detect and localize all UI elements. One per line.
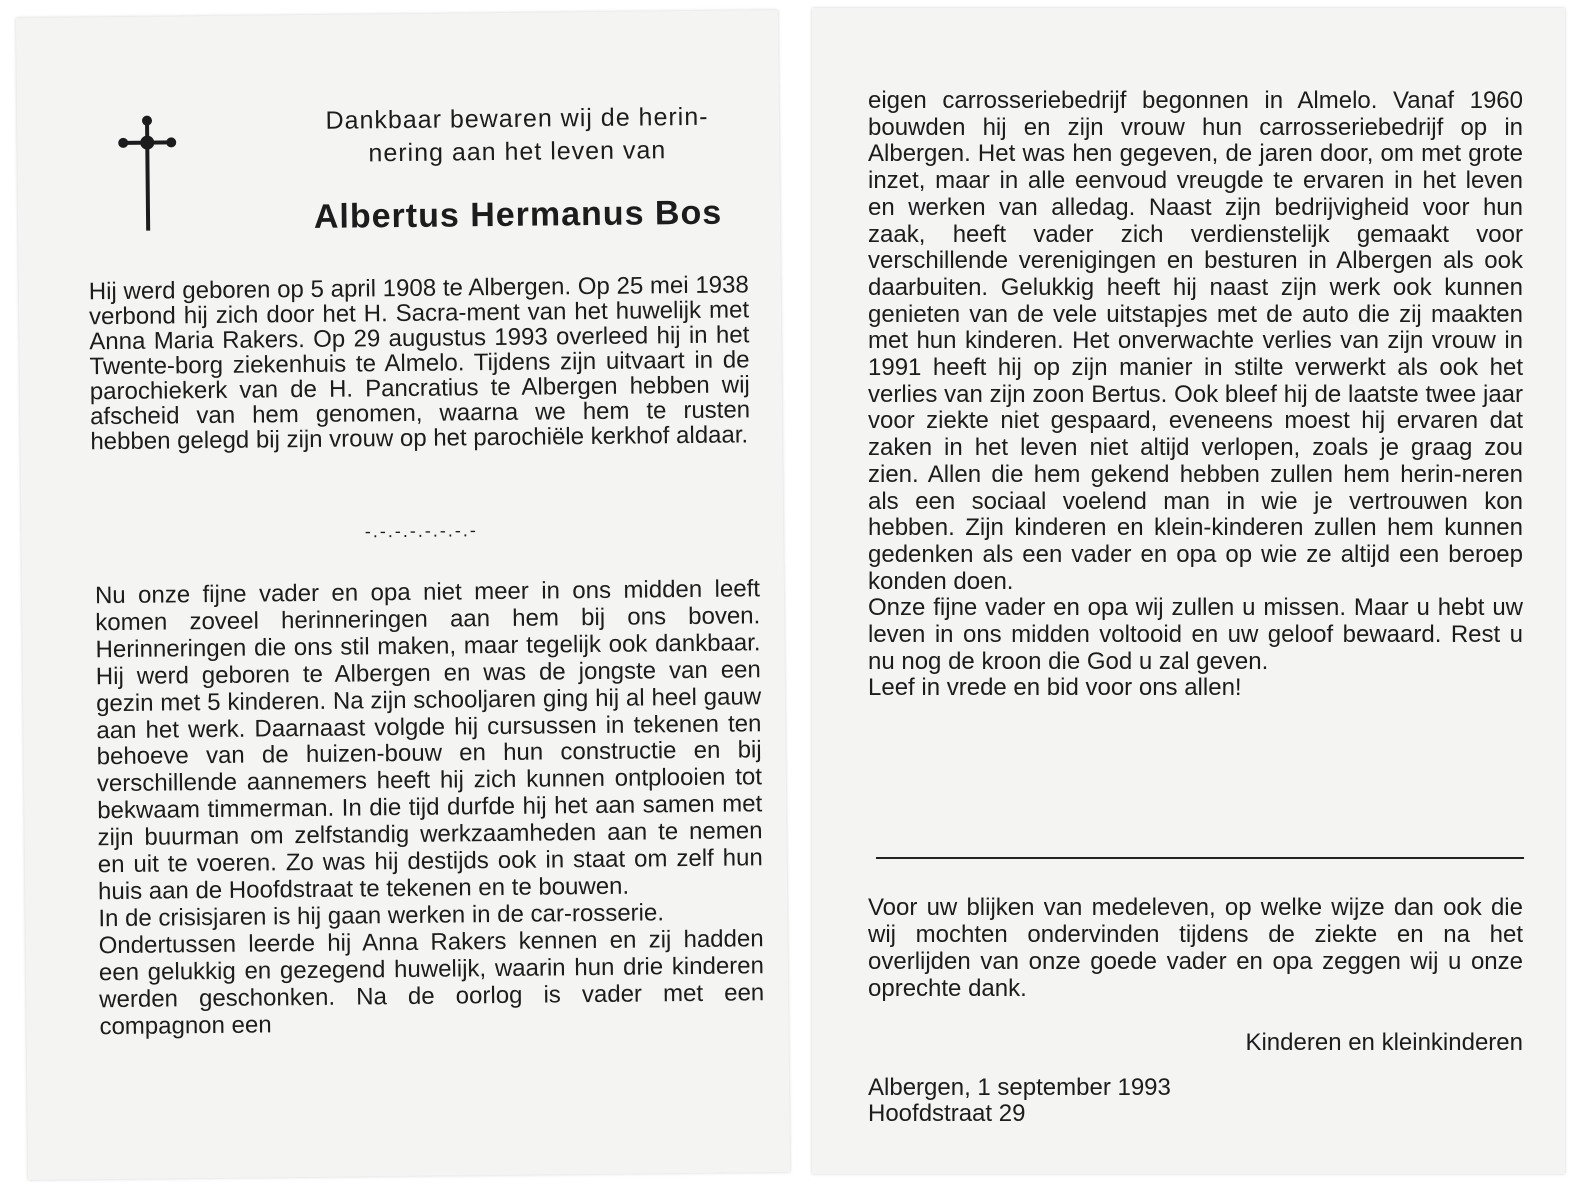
story-paragraph: eigen carrosseriebedrijf begonnen in Almelo. Vanaf 1960 bouwden hij en zijn vrouw hun carrosseriebedrijf op in Albergen. Het was hen gegeven, de jaren door, om met grote inzet, maar in alle eenvoud vreugde te ervaren in het leven en werken van alledag. Naast zijn bedrijvigheid voor hun zaak, heeft vader zich verdienstelijk gemaakt voor verschillende verenigingen en besturen in Albergen als ook daarbuiten. Gelukkig heeft hij naast zijn werk ook kunnen genieten van de vele uitstapjes met de auto die zij maakten met hun kinderen. Het onverwachte verlies van zijn vrouw in 1991 heeft hij op zijn manier in stilte verwerkt als ook het verlies van zijn zoon Bertus. Ook bleef hij de laatste twee jaar voor ziekte niet gespaard, eveneens moest hij ervaren dat zaken in het leven niet altijd verlopen, zoals je graag zou zien. Allen die hem gekend hebben zullen hem herin-neren als een sociaal voelend man in wie je vertrouwen kon hebben. Zijn kinderen en klein-kinderen zullen hem kunnen gedenken als een vader en opa op wie ze altijd een beroep konden doen. (868, 87, 1523, 595)
story-paragraph: Onze fijne vader en opa wij zullen u missen. Maar u hebt uw leven in ons midden voltooid en uw geloof bewaard. Rest u nu nog de kroon die God u zal geven. (868, 594, 1523, 675)
biography-text: Hij werd geboren op 5 april 1908 te Albergen. Op 25 mei 1938 verbond hij zich door het H. Sacra-ment van het huwelijk met Anna Maria Rakers. Op 29 augustus 1993 overleed hij in het Twente-borg ziekenhuis te Almelo. Tijdens zijn uitvaart in de parochiekerk van de H. Pancratius te Albergen hebben wij afscheid van hem genomen, waarna we hem te rusten hebben gelegd bij zijn vrouw op het parochiële kerkhof aldaar. (88, 271, 751, 456)
left-card (16, 10, 790, 1180)
right-card (812, 8, 1565, 1174)
story-paragraph: Leef in vrede en bid voor ons allen! (868, 674, 1242, 702)
separator: -.-.-.-.-.-.-.- (364, 520, 478, 542)
place-date: Albergen, 1 september 1993 (868, 1074, 1171, 1101)
signature: Kinderen en kleinkinderen (1245, 1029, 1523, 1056)
story-paragraph: Nu onze fijne vader en opa niet meer in ons midden leeft komen zoveel herinneringen aan hem bij ons boven. Herinneringen die ons stil maken, maar tegelijk ook dankbaar. Hij werd geboren te Albergen en was de jongste van een gezin met 5 kinderen. Na zijn schooljaren ging hij al heel gauw aan het werk. Daarnaast volgde hij cursussen in tekenen ten behoeve van de huizen-bouw en hun constructie en bij verschillende aannemers heeft hij zich kunnen ontplooien tot bekwaam timmerman. In die tijd durfde hij het aan samen met zijn buurman om zelfstandig werkzaamheden aan te nemen en uit te voeren. Zo was hij destijds ook in staat om zelf hun huis aan de Hoofdstraat te tekenen en te bouwen. (94, 575, 763, 906)
address: Hoofdstraat 29 (868, 1100, 1026, 1127)
story-paragraph: Ondertussen leerde hij Anna Rakers kennen en zij hadden een gelukkig en gezegend huwelijk, waarin hun drie kinderen werden geschonken. Na de oorlog is vader met een compagnon een (98, 925, 765, 1040)
latin-cross-icon (117, 114, 178, 235)
life-story (95, 576, 765, 1040)
thanks-text: Voor uw blijken van medeleven, op welke wijze dan ook die wij mochten ondervinden tijdens de ziekte en na het overlijden van onze goede vader en opa zeggen wij u onze oprechte dank. (868, 894, 1523, 1002)
deceased-name: Albertus Hermanus Bos (313, 193, 723, 236)
intro-text: Dankbaar bewaren wij de herin- nering aan het leven van (325, 102, 709, 168)
divider (876, 857, 1524, 859)
story-continuation (868, 88, 1523, 702)
story-paragraph: In de crisisjaren is hij gaan werken in de car-rosserie. (98, 899, 665, 933)
